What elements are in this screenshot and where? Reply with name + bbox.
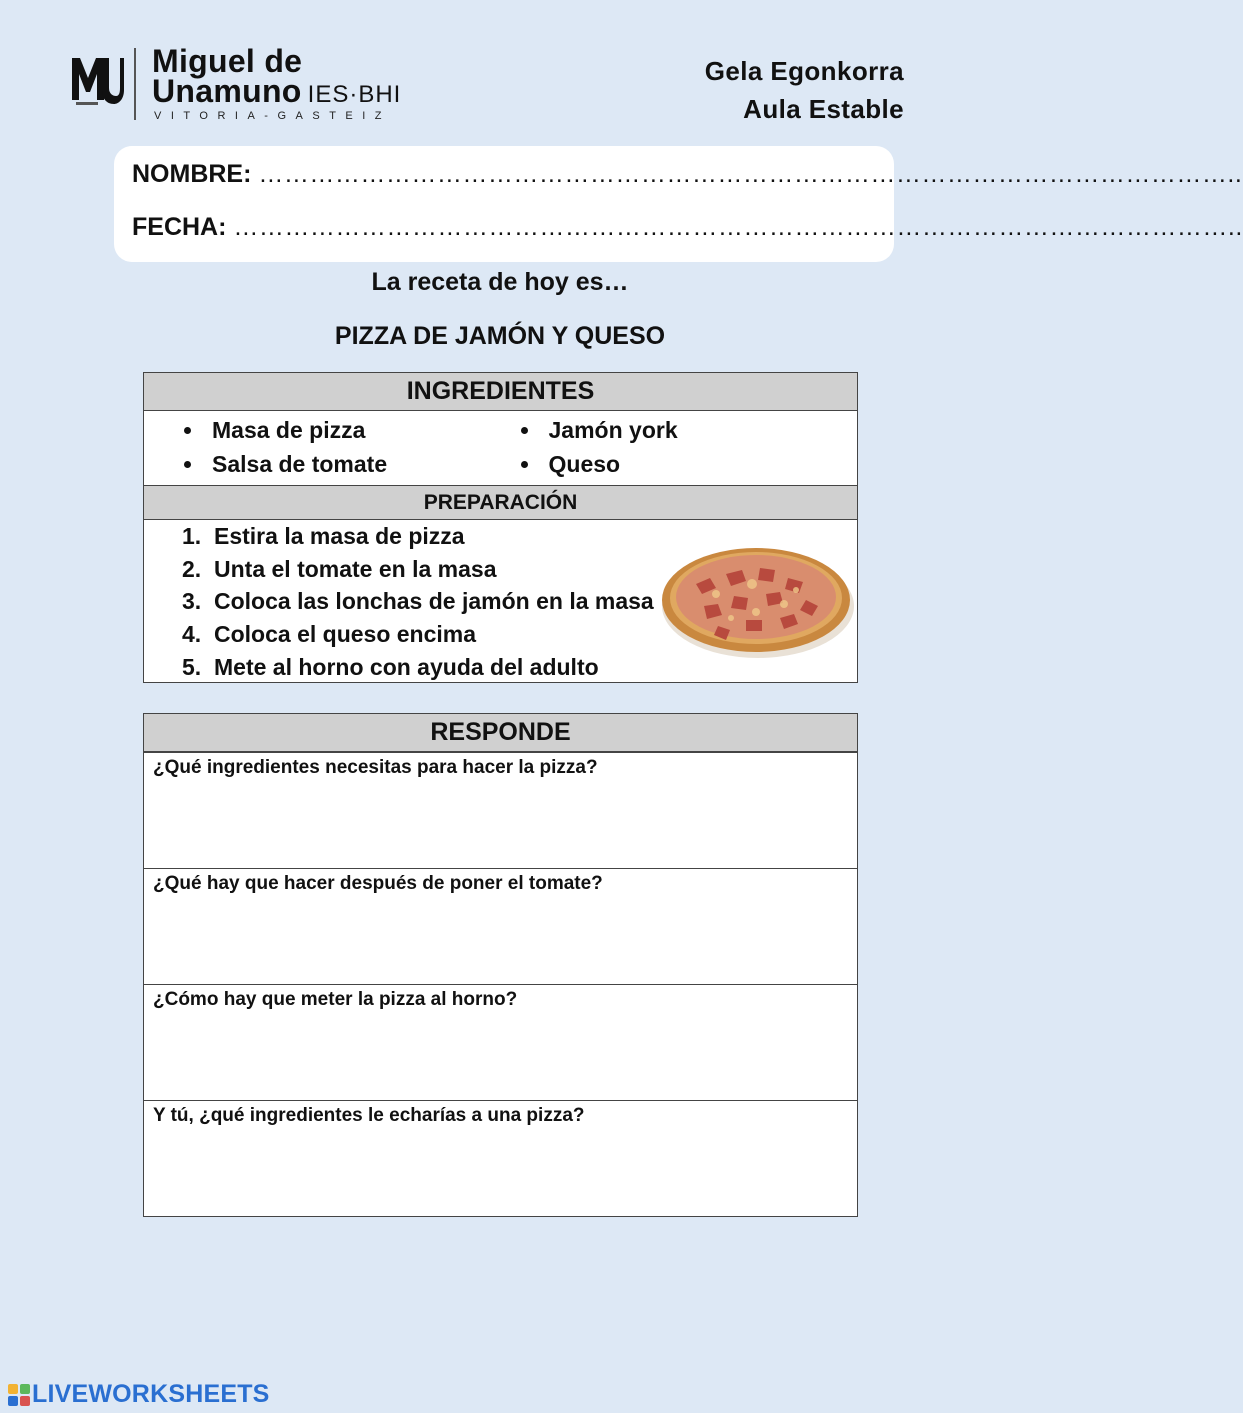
step-item: [182, 588, 654, 615]
respond-heading: RESPONDE: [144, 714, 857, 752]
ingredients-column-2: [521, 413, 858, 481]
step-item: [182, 621, 476, 648]
name-label: NOMBRE:: [132, 160, 252, 188]
ingredients-heading: INGREDIENTES: [144, 373, 857, 411]
school-name-line1: Miguel de: [152, 43, 303, 79]
question-row[interactable]: [144, 1100, 857, 1216]
name-field[interactable]: [132, 160, 1243, 189]
date-label: FECHA:: [132, 213, 227, 241]
question-text: ¿Qué hay que hacer después de poner el tomate?: [153, 873, 603, 894]
step-text: Coloca el queso encima: [214, 621, 477, 647]
step-text: Mete al horno con ayuda del adulto: [214, 654, 599, 680]
step-number: 5.: [182, 654, 202, 680]
step-number: 3.: [182, 588, 202, 614]
liveworksheets-icon: [8, 1384, 30, 1406]
question-row[interactable]: [144, 752, 857, 868]
question-text: ¿Qué ingredientes necesitas para hacer la pizza?: [153, 757, 598, 778]
step-text: Coloca las lonchas de jamón en la masa: [214, 588, 654, 614]
question-row[interactable]: [144, 868, 857, 984]
ingredient-item: Jamón york: [521, 413, 858, 447]
date-field[interactable]: [132, 213, 1243, 242]
school-name: [152, 43, 402, 110]
liveworksheets-text: LIVEWORKSHEETS: [32, 1380, 270, 1408]
step-item: [182, 523, 465, 550]
ingredient-item: Salsa de tomate: [184, 447, 521, 481]
step-number: 4.: [182, 621, 202, 647]
class-label-spanish: Aula Estable: [743, 94, 904, 124]
class-label-basque: Gela Egonkorra: [704, 56, 904, 86]
step-text: Estira la masa de pizza: [214, 523, 465, 549]
step-number: 2.: [182, 556, 202, 582]
step-text: Unta el tomate en la masa: [214, 556, 497, 582]
student-info-box: [114, 146, 1243, 262]
liveworksheets-brand[interactable]: [8, 1380, 288, 1410]
questions-table: [143, 713, 858, 1217]
school-name-line2: [152, 73, 402, 110]
step-item: [182, 654, 599, 681]
step-item: [182, 556, 497, 583]
school-suffix: IES·BHI: [307, 81, 402, 108]
ingredients-list: [144, 411, 857, 485]
school-name-unamuno: Unamuno: [152, 73, 302, 109]
ingredient-item: Queso: [521, 447, 858, 481]
ingredient-item: Masa de pizza: [184, 413, 521, 447]
question-row[interactable]: [144, 984, 857, 1100]
school-logo: [68, 43, 448, 124]
step-number: 1.: [182, 523, 202, 549]
question-text: Y tú, ¿qué ingredientes le echarías a una pizza?: [153, 1105, 585, 1126]
logo-divider: [134, 48, 136, 120]
school-city: VITORIA-GASTEIZ: [154, 110, 392, 122]
question-text: ¿Cómo hay que meter la pizza al horno?: [153, 989, 518, 1010]
ingredients-column-1: [184, 413, 521, 481]
preparation-heading: PREPARACIÓN: [144, 485, 857, 520]
school-logo-icon: [68, 52, 124, 106]
recipe-title: PIZZA DE JAMÓN Y QUESO: [334, 322, 666, 350]
name-dots: ……………………………………………………………………………………………………..: [258, 160, 1243, 188]
date-dots: ………………………………………………………………………………………………………..: [233, 213, 1243, 241]
recipe-table: [143, 372, 858, 683]
recipe-intro: La receta de hoy es…: [371, 268, 629, 296]
pizza-image: [656, 534, 856, 664]
preparation-steps: [144, 520, 857, 682]
class-label: [705, 52, 904, 128]
